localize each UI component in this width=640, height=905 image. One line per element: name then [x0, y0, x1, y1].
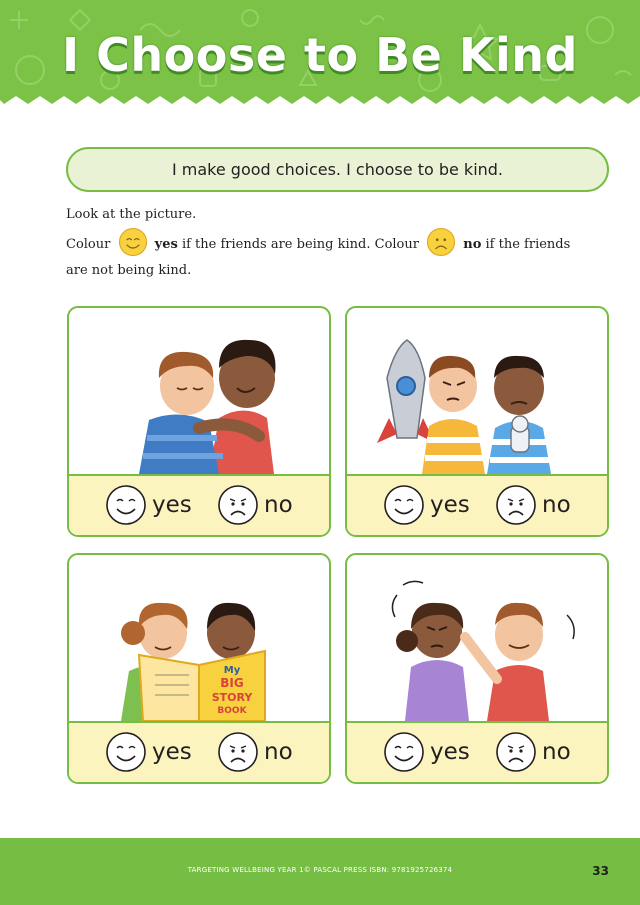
sad-face-icon — [426, 227, 456, 257]
smiley-face-icon — [118, 227, 148, 257]
answer-row-4 — [347, 721, 607, 782]
yes-label: yes — [430, 492, 470, 518]
sad-face-icon — [495, 731, 537, 773]
rocket-toy-illustration — [347, 308, 607, 474]
yes-option-4[interactable] — [383, 732, 470, 772]
yes-option-3[interactable] — [105, 732, 192, 772]
picture-card-3 — [67, 553, 331, 784]
answer-row-1 — [69, 474, 329, 535]
hair-pulling-illustration — [347, 555, 607, 721]
picture-card-2 — [345, 306, 609, 537]
no-label: no — [542, 739, 571, 765]
smiley-face-icon — [383, 731, 425, 773]
smiley-face-icon — [383, 484, 425, 526]
no-label: no — [264, 492, 293, 518]
book-text-my: My — [223, 665, 241, 676]
yes-label: yes — [152, 492, 192, 518]
reading-book-illustration — [69, 555, 329, 721]
page-footer — [0, 838, 640, 905]
book-text-big: BIG — [220, 676, 244, 690]
yes-label: yes — [152, 739, 192, 765]
no-label: no — [264, 739, 293, 765]
sad-face-icon — [495, 484, 537, 526]
book-text-story: STORY — [211, 691, 253, 704]
answer-row-2 — [347, 474, 607, 535]
picture-card-4 — [345, 553, 609, 784]
no-option-1[interactable] — [217, 485, 293, 525]
no-option-3[interactable] — [217, 732, 293, 772]
sad-face-icon — [217, 731, 259, 773]
instruction-middle: if the friends are being kind. Colour — [181, 237, 419, 252]
smiley-face-icon — [105, 484, 147, 526]
instruction-colour — [66, 232, 586, 284]
instruction-colour-word: Colour — [66, 237, 111, 252]
yes-label: yes — [430, 739, 470, 765]
instruction-no-word: no — [463, 237, 482, 252]
smiley-face-icon — [105, 731, 147, 773]
learning-goal-banner: I make good choices. I choose to be kind. — [66, 147, 609, 192]
sad-face-icon — [217, 484, 259, 526]
page-title: I Choose to Be Kind — [62, 28, 578, 82]
instruction-look: Look at the picture. — [66, 207, 197, 222]
page-number: 33 — [592, 864, 609, 878]
no-label: no — [542, 492, 571, 518]
page-header — [0, 0, 640, 112]
instruction-yes-word: yes — [154, 237, 178, 252]
book-text-book: BOOK — [217, 706, 247, 716]
answer-row-3 — [69, 721, 329, 782]
yes-option-1[interactable] — [105, 485, 192, 525]
picture-card-1 — [67, 306, 331, 537]
yes-option-2[interactable] — [383, 485, 470, 525]
no-option-2[interactable] — [495, 485, 571, 525]
instruction-end: if the friends are not being kind. — [66, 237, 571, 278]
hugging-illustration — [69, 308, 329, 474]
no-option-4[interactable] — [495, 732, 571, 772]
footer-credit: TARGETING WELLBEING YEAR 1© PASCAL PRESS ISBN: 9781925726374 — [187, 866, 453, 874]
